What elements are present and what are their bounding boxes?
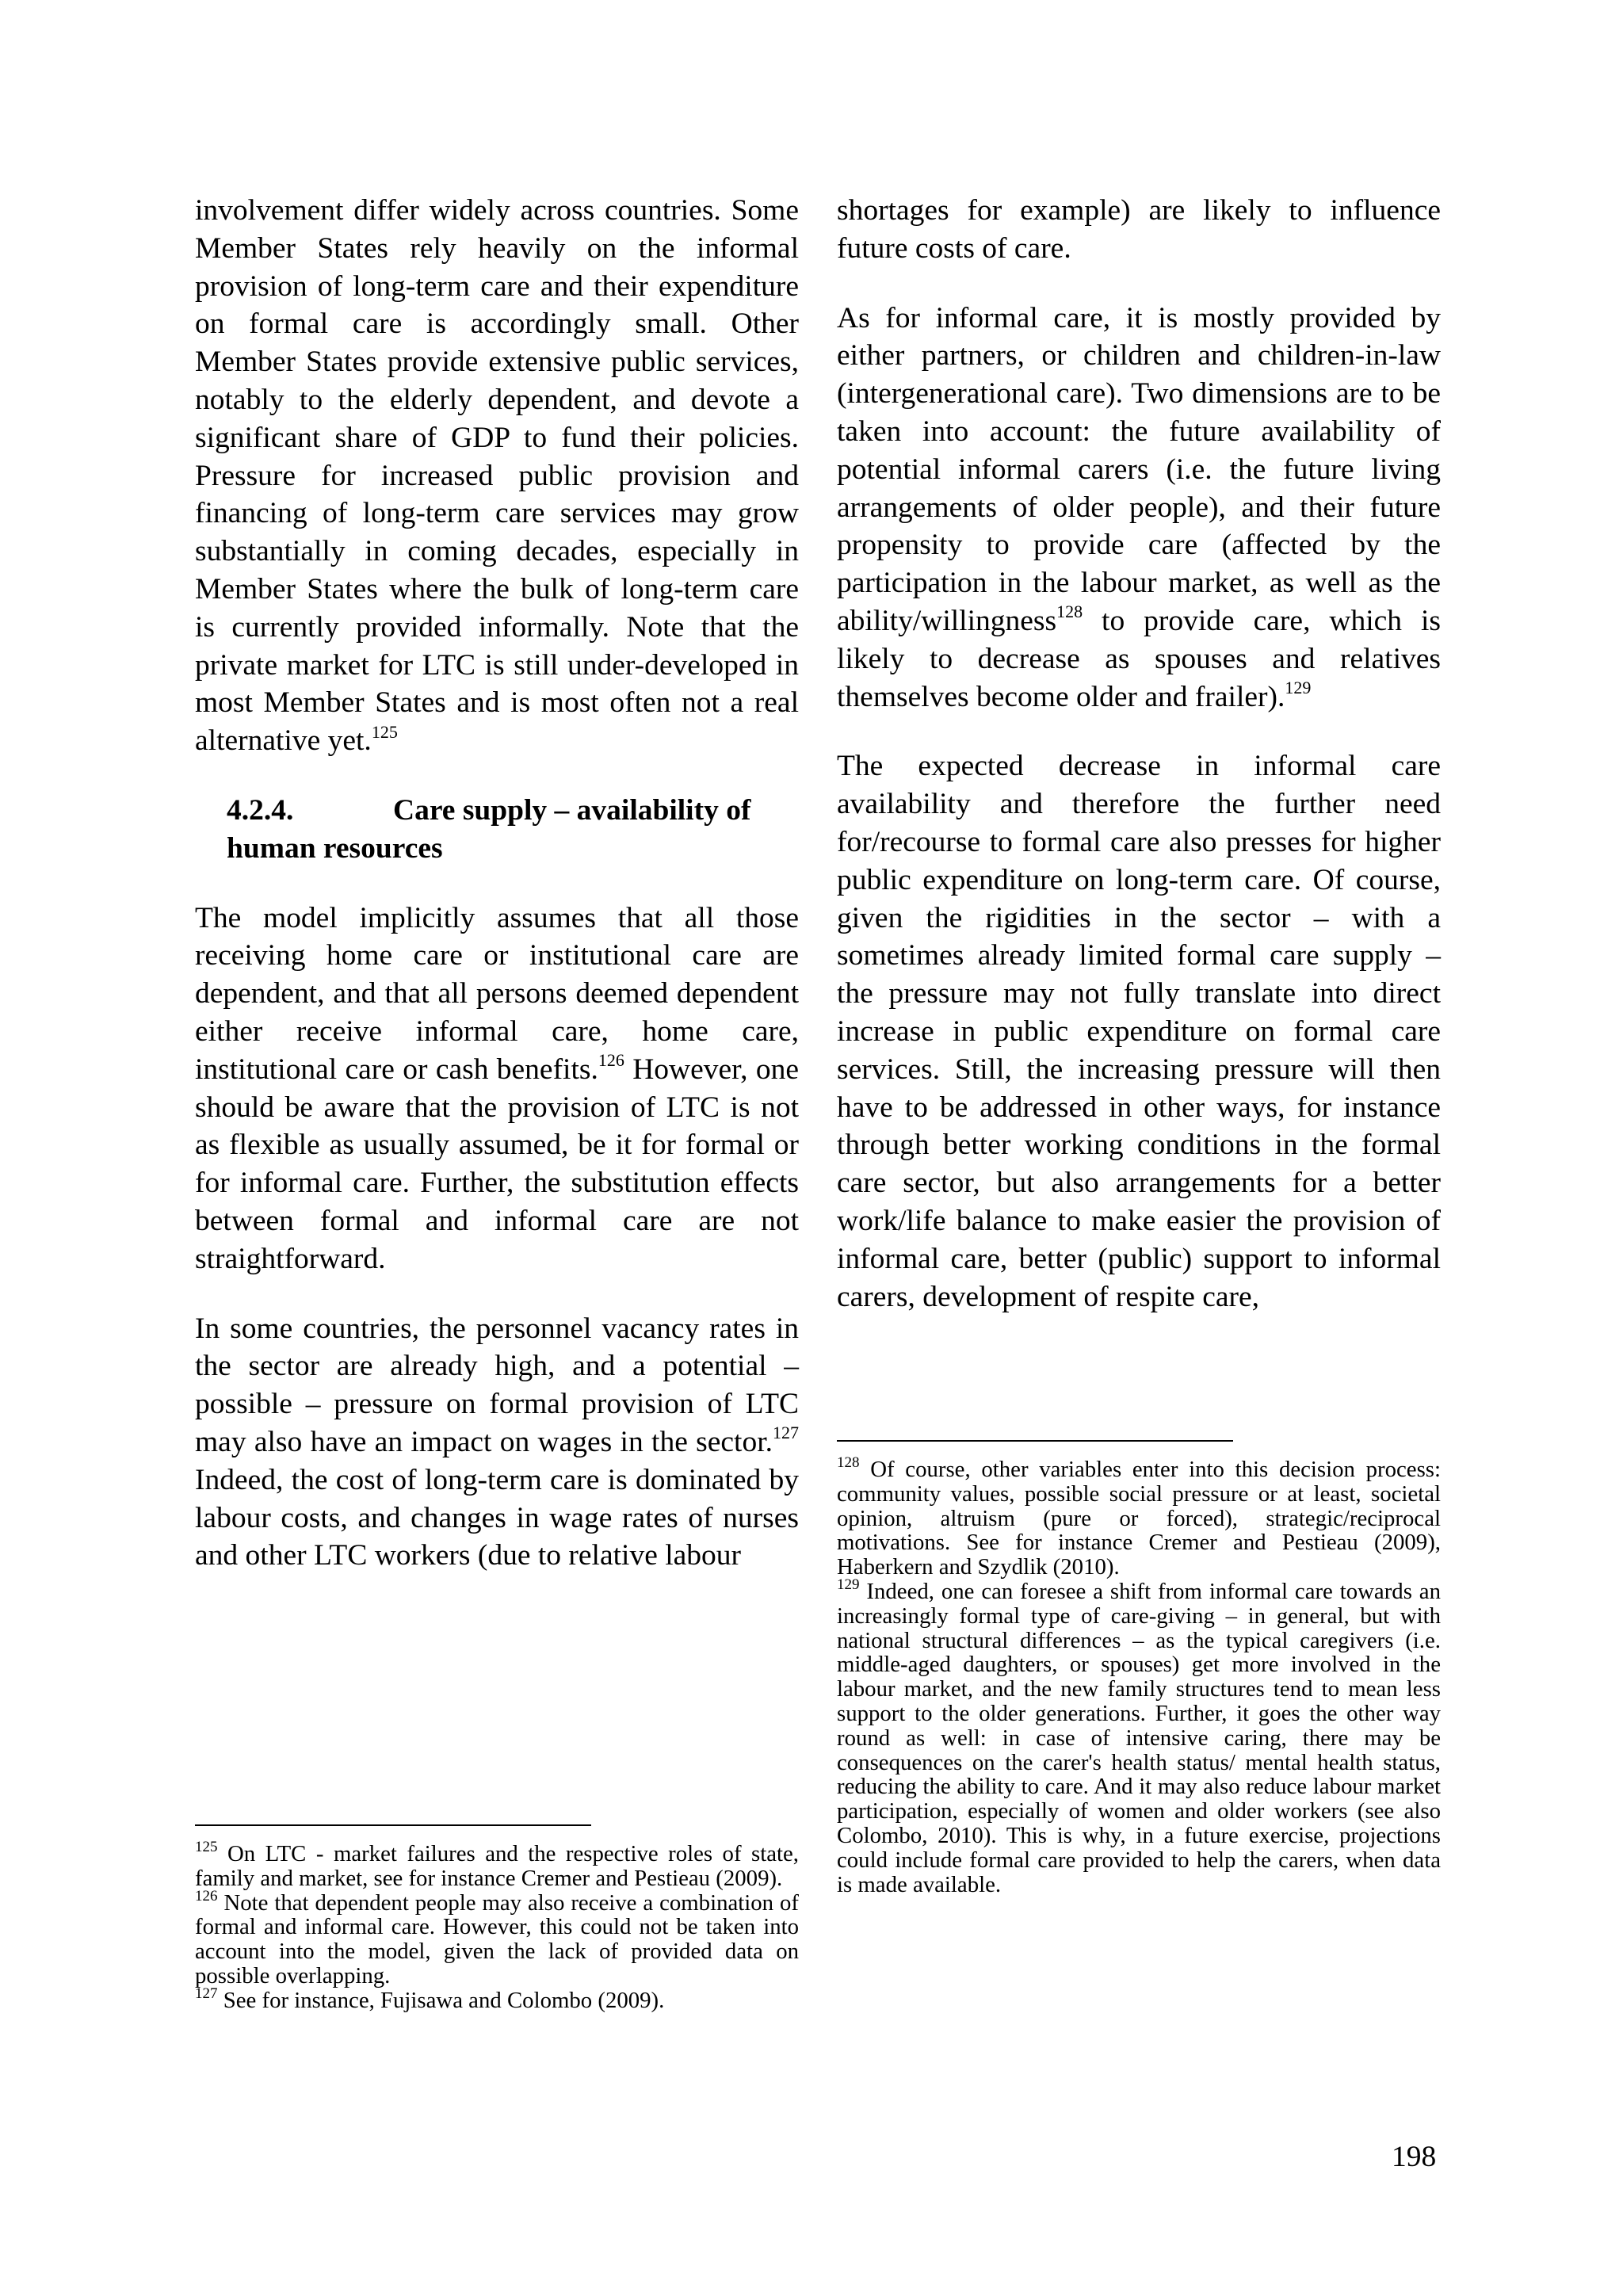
footnote-number: 126 bbox=[195, 1888, 218, 1904]
footnote-text: Indeed, one can foresee a shift from informal care towards an increasingly formal type of care-giving – in general, but with national structural differences – as the typical caregivers (i.e. middle-aged daughters, or spouses) get more involved in the labour market, and the new family structures tend to mean less support to the older generations. Further, it goes the other way round as well: in case of intensive caring, there may be consequences on the carer's health status/ mental health status, reducing the ability to care. And it may also reduce labour market participation, especially of women and older workers (see also Colombo, 2010). This is why, in a future exercise, projections could include formal care provided to help the carers, when data is made available. bbox=[837, 1578, 1441, 1897]
paragraph-model-assumptions bbox=[195, 900, 799, 1278]
right-column bbox=[837, 192, 1441, 1316]
left-column bbox=[195, 192, 799, 1575]
footnote-125 bbox=[195, 1839, 799, 1891]
footnote-ref-127[interactable]: 127 bbox=[773, 1423, 799, 1443]
text: The model implicitly assumes that all those receiving home care or institutional care are dependent, and that all persons deemed dependent either receive informal care, home care, institutional care or cash benefits. bbox=[195, 901, 799, 1086]
page-number: 198 bbox=[1392, 2141, 1437, 2173]
footnote-ref-129[interactable]: 129 bbox=[1285, 678, 1312, 698]
footnote-number: 127 bbox=[195, 1985, 218, 2003]
footnote-text: Of course, other variables enter into this decision process: community values, possible social pressure or at least, societal opinion, altruism (pure or forced), strategic/reciprocal motivations. See for instance Cremer and Pestieau (2009), Haberkern and Szydlik (2010). bbox=[837, 1457, 1441, 1580]
paragraph-expected-decrease: The expected decrease in informal care availability and therefore the further need for/recourse to formal care also presses for higher public expenditure on long-term care. Of course, given the rigidities in the sector – with a sometimes already limited formal care supply – the pressure may not fully translate into direct increase in public expenditure on formal care services. Still, the increasing pressure will then have to be addressed in other ways, for instance through better working conditions in the formal care sector, but also arrangements for a better work/life balance to make easier the provision of informal care, better (public) support to informal carers, development of respite care, bbox=[837, 750, 1441, 1313]
paragraph-vacancy-rates bbox=[195, 1310, 799, 1576]
footnote-ref-125[interactable]: 125 bbox=[371, 721, 398, 742]
text: As for informal care, it is mostly provided by either partners, or children and children-in-law (intergenerational care). Two dimensions are to be taken into account: the future availability of potential informal carers (i.e. the future living arrangements of older people), and their future propensity to provide care (affected by the participation in the labour market, as well as the ability/willingness bbox=[837, 301, 1441, 637]
text: involvement differ widely across countries. Some Member States rely heavily on the informal provision of long-term care and their expenditure on formal care is accordingly small. Other Member States provide extensive public services, notably to the elderly dependent, and devote a significant share of GDP to fund their policies. Pressure for increased public provision and financing of long-term care services may grow substantially in coming decades, especially in Member States where the bulk of long-term care is currently provided informally. Note that the private market for LTC is still under-developed in most Member States and is most often not a real alternative yet. bbox=[195, 194, 799, 758]
paragraph-labour-shortages: shortages for example) are likely to influence future costs of care. bbox=[837, 194, 1441, 265]
text: to provide care, which is likely to decrease as spouses and relatives themselves become older and frailer). bbox=[837, 604, 1441, 713]
footnote-126 bbox=[195, 1888, 799, 1988]
footnote-text: Note that dependent people may also receive a combination of formal and informal care. However, this could not be taken into account into the model, given the lack of provided data on possible overlapping. bbox=[195, 1889, 799, 1988]
footnote-text: See for instance, Fujisawa and Colombo (2009). bbox=[217, 1987, 665, 2013]
footnotes-right bbox=[837, 1440, 1441, 1897]
footnote-127 bbox=[195, 1985, 799, 2013]
text: However, one should be aware that the provision of LTC is not as flexible as usually assumed, be it for formal or for informal care. Further, the substitution effects between formal and informal care are not straightforward. bbox=[195, 1052, 799, 1275]
footnote-129 bbox=[837, 1576, 1441, 1897]
footnote-ref-128[interactable]: 128 bbox=[1056, 602, 1083, 622]
footnote-128 bbox=[837, 1454, 1441, 1580]
footnote-number: 129 bbox=[837, 1576, 860, 1594]
paragraph-informal-care bbox=[837, 300, 1441, 716]
footnotes-left bbox=[195, 1824, 799, 2013]
footnote-number: 128 bbox=[837, 1454, 860, 1472]
section-number: 4.2.4. bbox=[227, 793, 294, 827]
paragraph-country-differences bbox=[195, 192, 799, 760]
footnote-text: On LTC - market failures and the respective roles of state, family and market, see for instance Cremer and Pestieau (2009). bbox=[195, 1841, 799, 1891]
footnote-number: 125 bbox=[195, 1839, 218, 1856]
section-title: Care supply – availability of human resources bbox=[227, 793, 751, 865]
text: In some countries, the personnel vacancy rates in the sector are already high, and a potential – possible – pressure on formal provision of LTC may also have an impact on wages in the sector. bbox=[195, 1312, 799, 1458]
text: Indeed, the cost of long-term care is dominated by labour costs, and changes in wage rates of nurses and other LTC workers (due to relative labour bbox=[195, 1463, 799, 1572]
section-heading bbox=[195, 792, 799, 868]
footnote-ref-126[interactable]: 126 bbox=[598, 1050, 624, 1071]
